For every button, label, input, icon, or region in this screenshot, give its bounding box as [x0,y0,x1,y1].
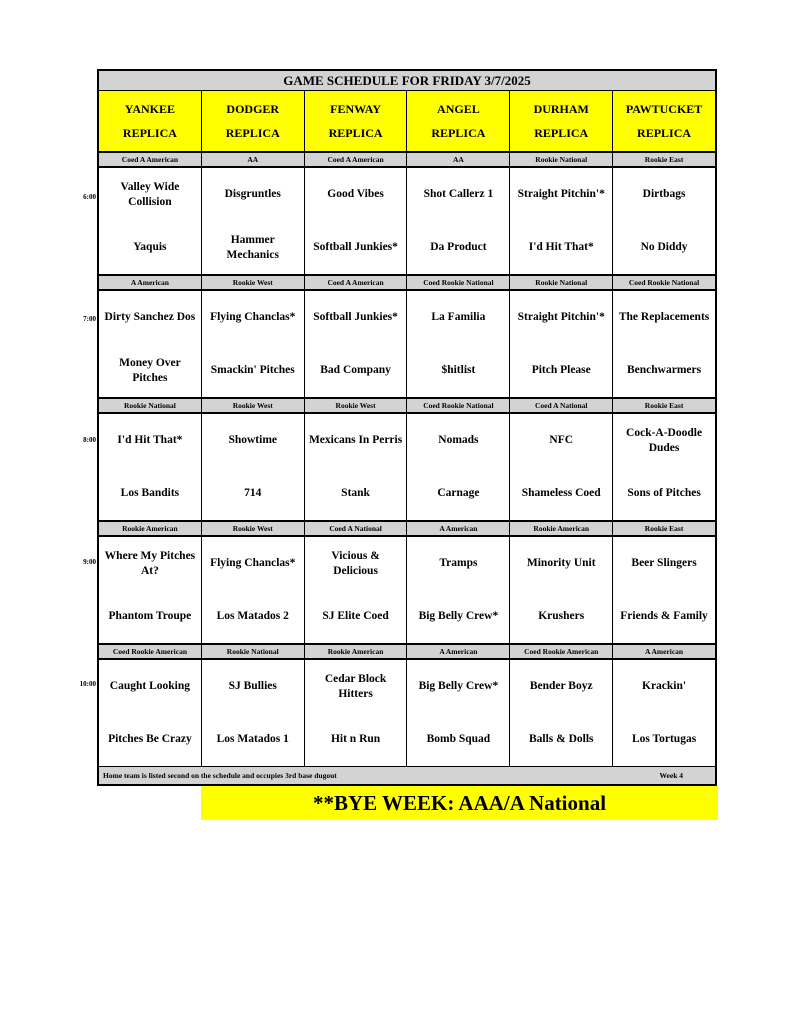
home-team-note: Home team is listed second on the schedule and occupies 3rd base dugout [103,771,337,780]
division-label: Coed A National [510,399,613,412]
division-label: Rookie National [510,276,613,289]
division-label: Rookie West [202,522,305,535]
field-sub: REPLICA [431,126,486,140]
schedule-title: GAME SCHEDULE FOR FRIDAY 3/7/2025 [99,71,715,91]
field-header-durham [510,91,613,151]
division-label: AA [407,153,510,166]
division-row [99,276,715,291]
home-team: No Diddy [640,241,688,253]
away-team: Shot Callerz 1 [407,168,510,221]
away-team: Disgruntles [202,168,305,221]
home-team: Stank [305,467,408,520]
home-team: I'd Hit That* [510,221,613,274]
away-team: Straight Pitchin'* [510,168,613,221]
field-sub: REPLICA [534,126,589,140]
away-team: The Replacements [618,311,710,323]
field-sub: REPLICA [122,126,177,140]
away-team-row [99,414,715,467]
schedule-table [97,69,717,786]
home-team: Hit n Run [305,713,408,766]
time-label-10: 10:00 [79,680,96,688]
away-team: Good Vibes [305,168,408,221]
home-team: Bad Company [305,344,408,397]
schedule-footer [99,767,715,784]
division-label: Rookie East [644,401,684,410]
home-team: Money Over Pitches [99,344,202,397]
time-block-9 [99,522,715,645]
home-team: Shameless Coed [510,467,613,520]
home-team: 714 [202,467,305,520]
time-block-8 [99,399,715,522]
division-label: Coed Rookie National [407,276,510,289]
away-team: Mexicans In Perris [305,414,408,467]
away-team: Softball Junkies* [305,291,408,344]
away-team: Flying Chanclas* [202,291,305,344]
home-team: Krushers [510,590,613,643]
home-team: Pitch Please [510,344,613,397]
division-label: A American [407,645,510,658]
division-label: Rookie East [644,524,684,533]
time-block-7 [99,276,715,399]
time-label-8: 8:00 [83,436,96,444]
home-team: Carnage [407,467,510,520]
field-name: DURHAM [533,102,589,116]
away-team: Krackin' [642,680,687,692]
home-team: Phantom Troupe [99,590,202,643]
away-team: Where My Pitches At? [99,537,202,590]
field-header-row [99,91,715,153]
division-label: Coed A American [305,153,408,166]
division-label: Coed A American [305,276,408,289]
home-team: Friends & Family [620,610,708,622]
division-label: Rookie American [510,522,613,535]
field-name: ANGEL [437,102,480,116]
division-row [99,153,715,168]
time-label-6: 6:00 [83,193,96,201]
field-sub: REPLICA [637,126,692,140]
field-header-angel [407,91,510,151]
division-row [99,645,715,660]
away-team: La Familia [407,291,510,344]
division-label: Rookie East [644,155,684,164]
home-team: Softball Junkies* [305,221,408,274]
field-name: YANKEE [124,102,176,116]
division-label: Rookie American [305,645,408,658]
division-label: Coed Rookie National [407,399,510,412]
home-team-row [99,221,715,274]
home-team: Balls & Dolls [510,713,613,766]
division-label: Coed Rookie American [510,645,613,658]
away-team: Showtime [202,414,305,467]
away-team: Dirtbags [642,188,686,200]
away-team-row [99,168,715,221]
away-team: Vicious & Delicious [305,537,408,590]
away-team: SJ Bullies [202,660,305,713]
home-team: Los Tortugas [631,733,697,745]
division-label: Coed Rookie American [99,645,202,658]
home-team: Los Bandits [99,467,202,520]
home-team: Benchwarmers [627,364,702,376]
division-label: A American [644,647,684,656]
division-label: A American [407,522,510,535]
bye-week-banner: **BYE WEEK: AAA/A National [201,786,718,820]
home-team: Pitches Be Crazy [99,713,202,766]
home-team-row [99,590,715,643]
time-block-6 [99,153,715,276]
home-team: Big Belly Crew* [407,590,510,643]
time-label-9: 9:00 [83,558,96,566]
away-team: Nomads [407,414,510,467]
division-label: Coed A American [99,153,202,166]
home-team: Smackin' Pitches [202,344,305,397]
home-team: Los Matados 1 [202,713,305,766]
field-sub: REPLICA [225,126,280,140]
division-row [99,399,715,414]
home-team: SJ Elite Coed [305,590,408,643]
division-label: AA [202,153,305,166]
away-team: Cedar Block Hitters [305,660,408,713]
division-row [99,522,715,537]
home-team: Yaquis [99,221,202,274]
home-team-row [99,467,715,520]
away-team: I'd Hit That* [99,414,202,467]
away-team-row [99,537,715,590]
time-label-7: 7:00 [83,315,96,323]
division-label: Rookie National [510,153,613,166]
division-label: Rookie West [305,399,408,412]
home-team: Sons of Pitches [627,487,701,499]
time-block-10 [99,645,715,767]
home-team: Los Matados 2 [202,590,305,643]
away-team: Beer Slingers [631,557,697,569]
home-team-row [99,713,715,766]
field-name: PAWTUCKET [625,102,703,116]
away-team: Straight Pitchin'* [510,291,613,344]
field-sub: REPLICA [328,126,383,140]
home-team: $hitlist [407,344,510,397]
division-label: Rookie American [99,522,202,535]
away-team: Caught Looking [99,660,202,713]
field-name: FENWAY [330,102,382,116]
week-label: Week 4 [659,771,683,780]
division-label: Rookie National [99,399,202,412]
division-label: A American [99,276,202,289]
division-label: Rookie West [202,399,305,412]
away-team: Flying Chanclas* [202,537,305,590]
away-team-row [99,660,715,713]
away-team: Minority Unit [510,537,613,590]
division-label: Rookie West [202,276,305,289]
home-team: Bomb Squad [407,713,510,766]
away-team: Cock-A-Doodle Dudes [626,426,703,454]
away-team: Dirty Sanchez Dos [99,291,202,344]
division-label: Coed A National [305,522,408,535]
field-header-yankee [99,91,202,151]
away-team: Tramps [407,537,510,590]
field-name: DODGER [226,102,280,116]
home-team-row [99,344,715,397]
division-label: Rookie National [202,645,305,658]
away-team: Valley Wide Collision [99,168,202,221]
division-label: Coed Rookie National [628,278,700,287]
field-header-pawtucket [613,91,715,151]
home-team: Hammer Mechanics [202,221,305,274]
field-header-fenway [305,91,408,151]
away-team: Big Belly Crew* [407,660,510,713]
away-team: Bender Boyz [510,660,613,713]
away-team-row [99,291,715,344]
field-header-dodger [202,91,305,151]
home-team: Da Product [407,221,510,274]
away-team: NFC [510,414,613,467]
